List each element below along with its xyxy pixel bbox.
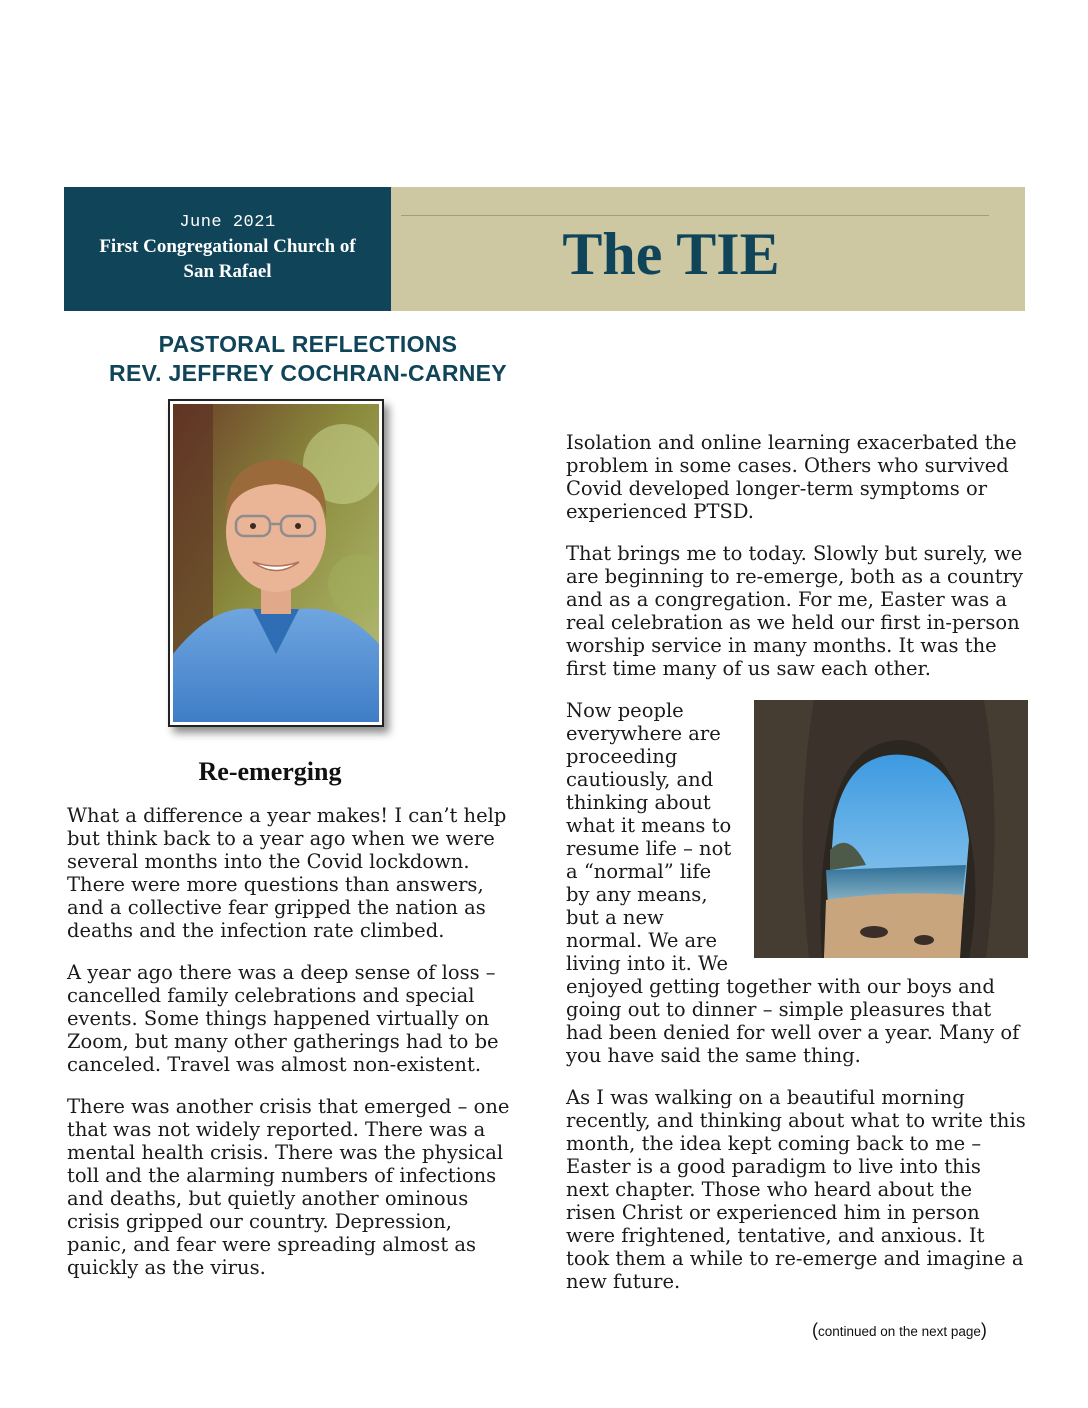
masthead-title-block (391, 187, 1025, 311)
newsletter-title: The TIE (562, 221, 780, 287)
masthead-info-block (64, 187, 391, 311)
masthead-divider (401, 215, 989, 216)
paragraph-with-image (566, 699, 1026, 1067)
section-heading (64, 330, 552, 388)
church-name-line-1: First Congregational Church of (99, 236, 356, 257)
article-column-left (67, 804, 517, 1298)
continued-open-paren: ( (812, 1320, 818, 1340)
section-heading-line-2: REV. JEFFREY COCHRAN-CARNEY (109, 360, 507, 386)
article-title: Re-emerging (198, 757, 342, 786)
continued-note (812, 1320, 987, 1341)
continued-close-paren: ) (980, 1320, 987, 1340)
paragraph: As I was walking on a beautiful morning recently, and thinking about what to write this month, the idea kept coming back to me – Easter is a good paradigm to live into this next chapter. Those who heard about the risen Christ or experienced him in person were frightened, tentative, and anxious. It took them a while to re-emerge and imagine a new future. (566, 1086, 1026, 1293)
paragraph: There was another crisis that emerged – one that was not widely reported. There was a mental health crisis. There was the physical toll and the alarming numbers of infections and deaths, but quietly another ominous crisis gripped our country. Depression, panic, and fear were spreading almost as quickly as the virus. (67, 1095, 510, 1279)
cave-beach-photo (754, 700, 1028, 958)
paragraph-text: Now people everywhere are proceeding cautiously, and thinking about what it means to resume life – not a “normal” life by any means, but a new normal. We are living into it. We enjoyed getting together with our boys and going out to dinner – simple pleasures that had been denied for well over a year. Many of you have said the same thing. (566, 699, 1020, 1067)
pastor-portrait-image (173, 404, 379, 722)
article-column-right (566, 431, 1026, 1312)
issue-date: June 2021 (179, 213, 276, 232)
paragraph: A year ago there was a deep sense of loss – cancelled family celebrations and special events. Some things happened virtually on Zoom, but many other gatherings had to be canceled. Travel was almost non-existent. (67, 961, 499, 1076)
church-name (78, 234, 378, 284)
paragraph: That brings me to today. Slowly but surely, we are beginning to re-emerge, both as a country and as a congregation. For me, Easter was a real celebration as we held our first in-person worship service in many months. It was the first time many of us saw each other. (566, 542, 1023, 680)
pastor-portrait (168, 399, 384, 727)
section-heading-line-1: PASTORAL REFLECTIONS (158, 331, 458, 357)
paragraph: Isolation and online learning exacerbated the problem in some cases. Others who survived Covid developed longer-term symptoms or experienced PTSD. (566, 431, 1017, 523)
continued-text: continued on the next page (818, 1324, 981, 1339)
church-name-line-2: San Rafael (183, 261, 272, 282)
paragraph: What a difference a year makes! I can’t help but think back to a year ago when we were several months into the Covid lockdown. There were more questions than answers, and a collective fear gripped the nation as deaths and the infection rate climbed. (67, 804, 507, 942)
